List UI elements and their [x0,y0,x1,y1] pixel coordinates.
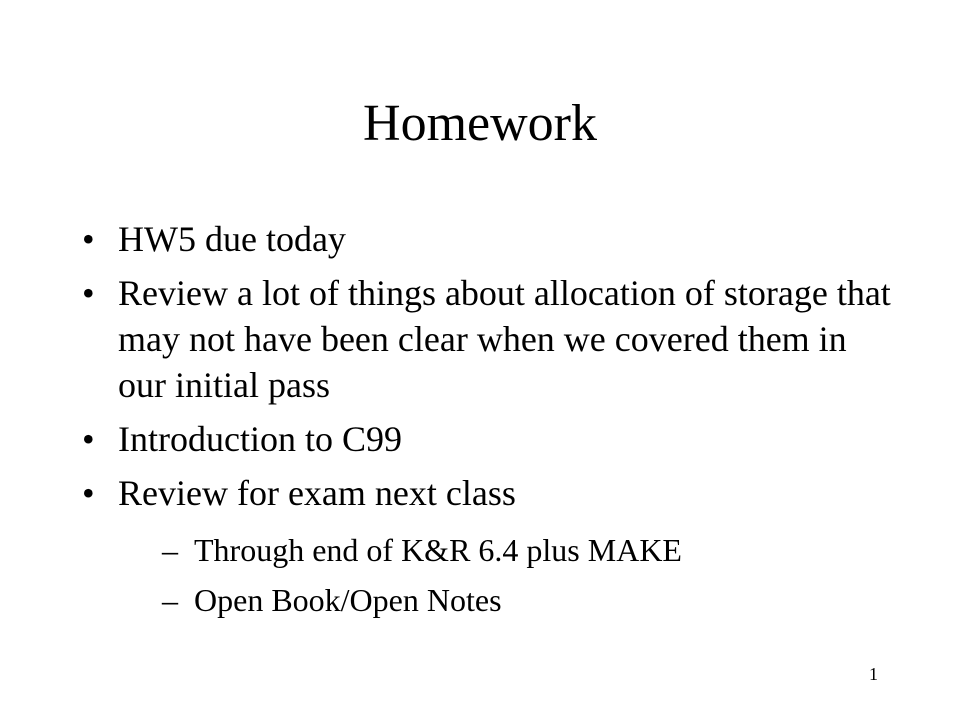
slide-title: Homework [363,95,597,152]
bullet-item [82,470,902,624]
bullet-marker: • [82,419,95,459]
bullet-text: HW5 due today [118,219,346,259]
bullet-marker: • [82,273,95,313]
sub-bullet-marker: – [162,532,178,568]
sub-bullet-text: Through end of K&R 6.4 plus MAKE [194,532,682,568]
sub-bullet-item [162,526,902,574]
bullet-text: Review for exam next class [118,473,516,513]
bullet-item [82,416,902,462]
page-number: 1 [869,664,878,684]
sub-bullet-list [118,526,902,624]
bullet-marker: • [82,473,95,513]
sub-bullet-marker: – [162,582,178,618]
bullet-text: Introduction to C99 [118,419,402,459]
bullet-list [82,216,902,632]
sub-bullet-item [162,576,902,624]
bullet-item [82,216,902,262]
bullet-marker: • [82,219,95,259]
bullet-text: Review a lot of things about allocation of storage that may not have been clear when we covered them in our initial pass [118,273,891,405]
bullet-item [82,270,902,408]
sub-bullet-text: Open Book/Open Notes [194,582,502,618]
